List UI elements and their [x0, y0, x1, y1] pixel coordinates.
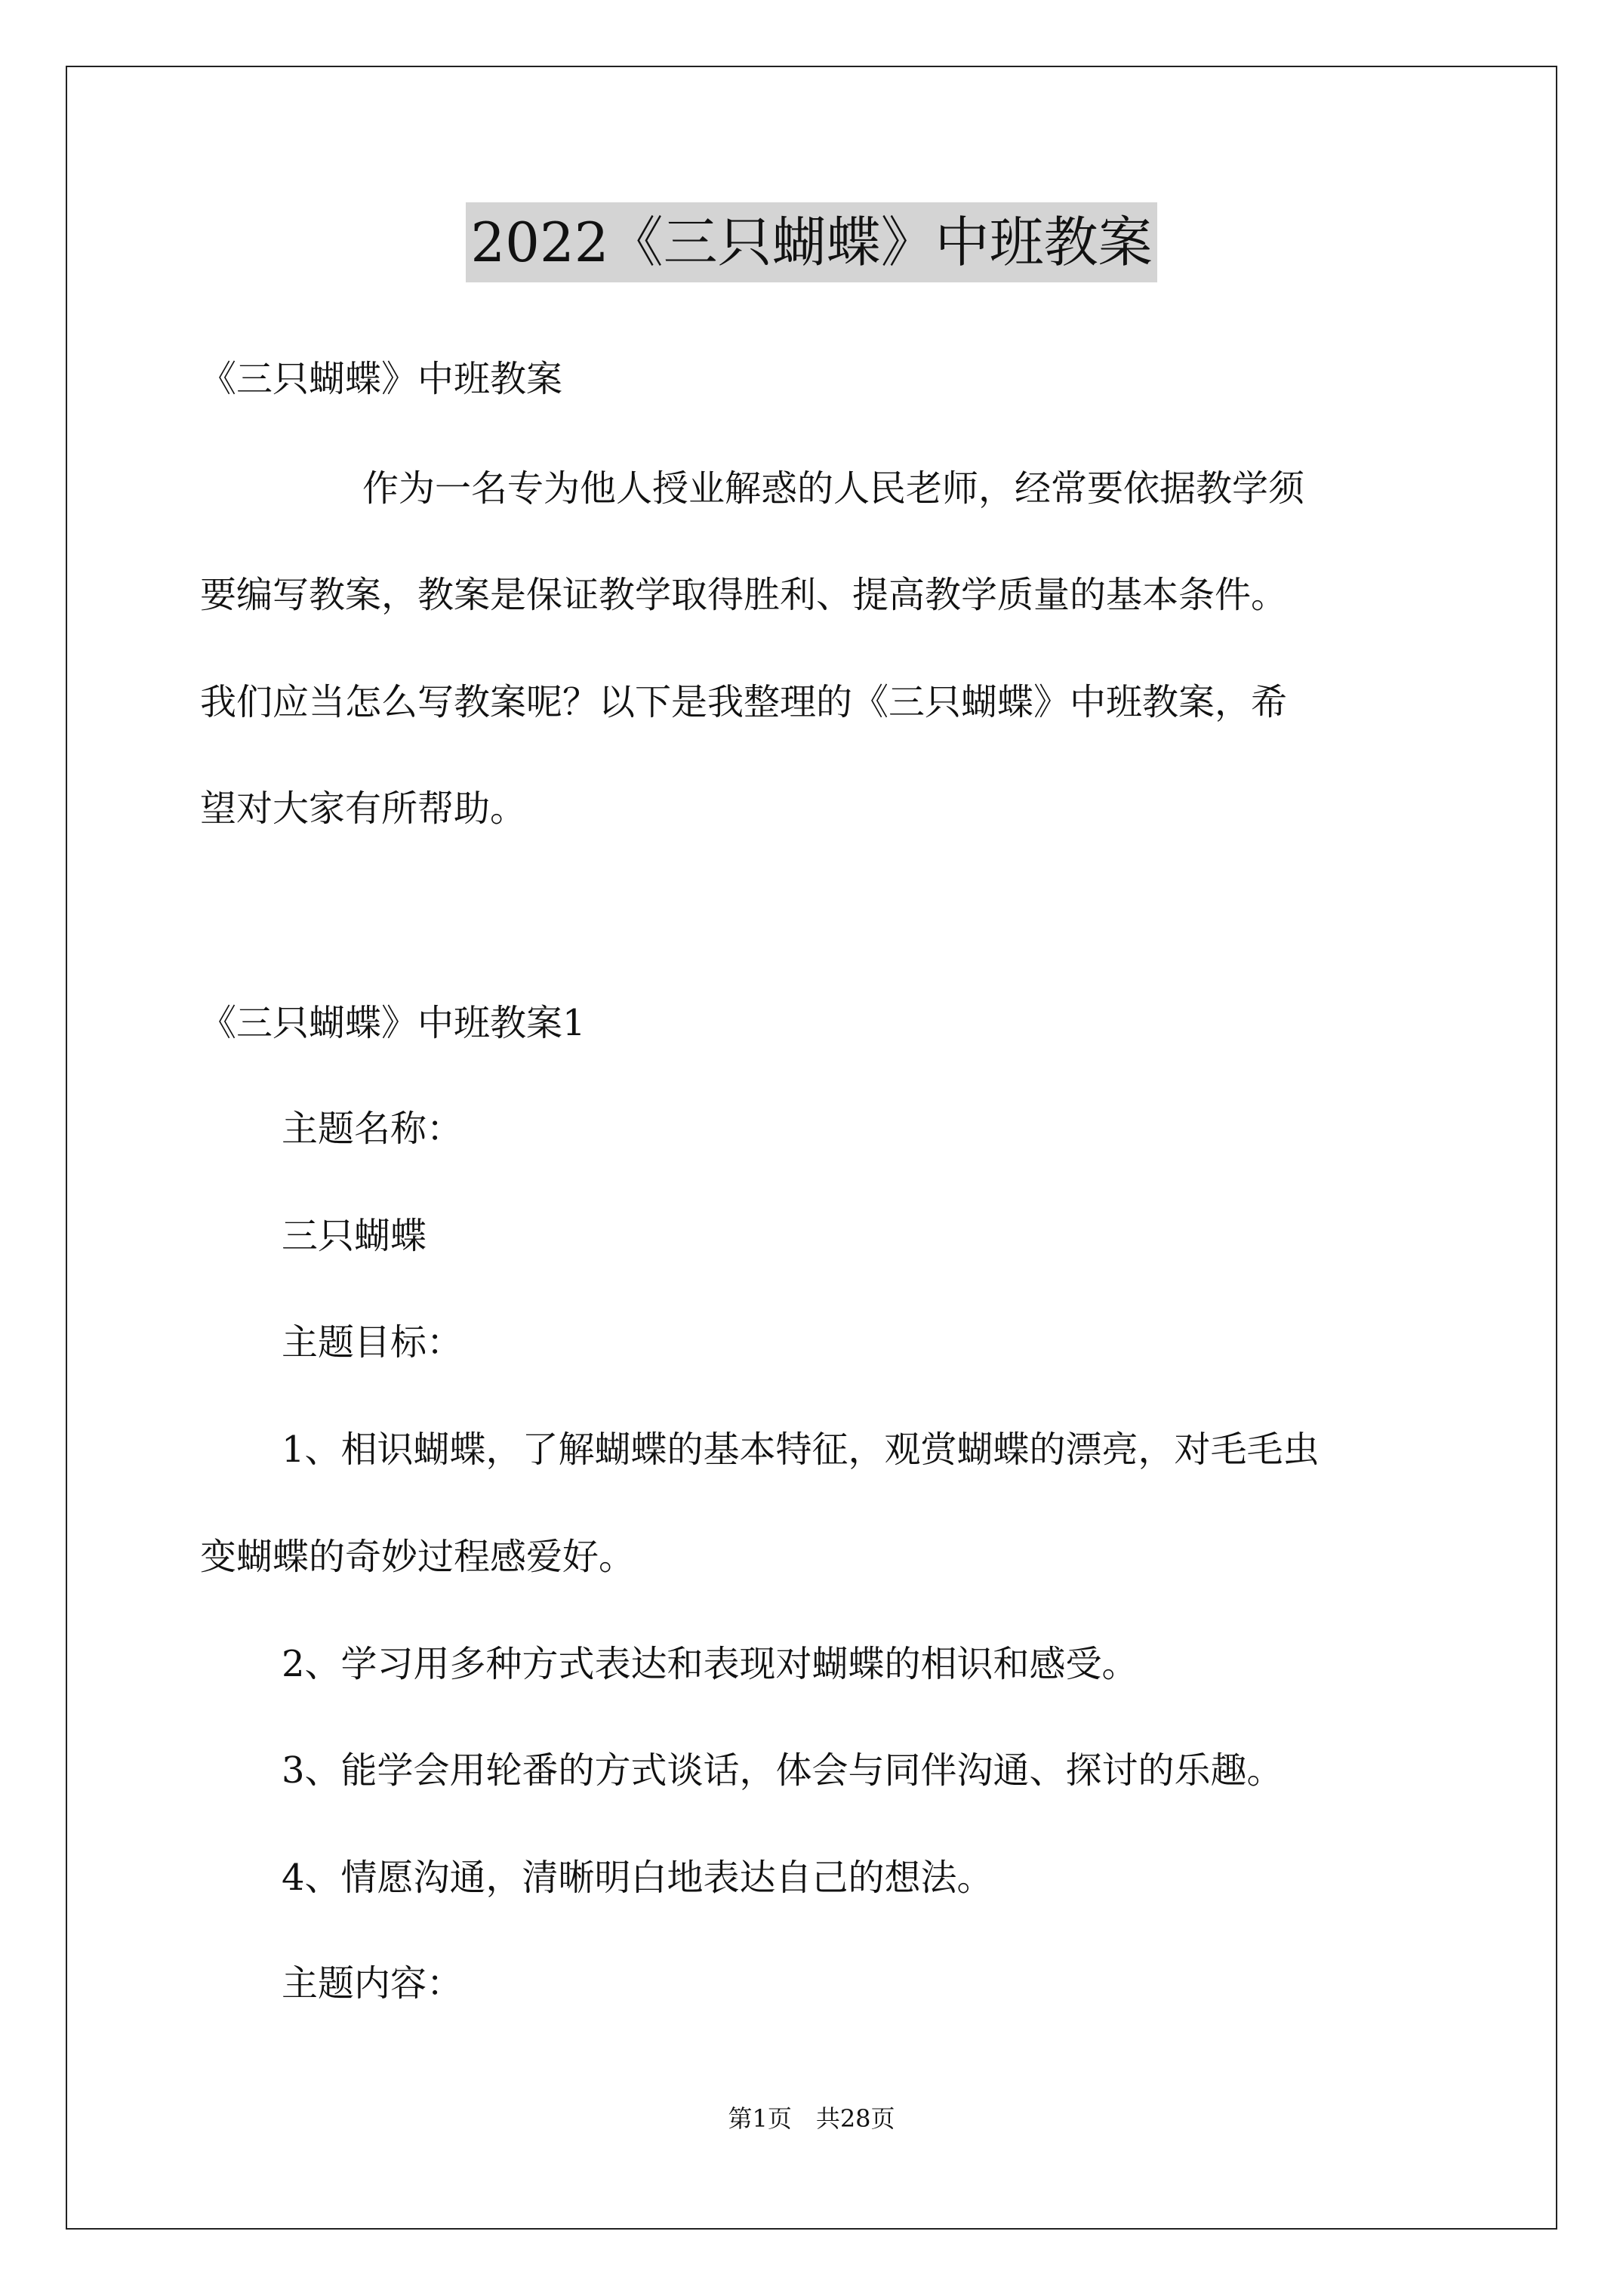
intro-line-3: 我们应当怎么写教案呢？以下是我整理的《三只蝴蝶》中班教案，希 [200, 681, 1288, 723]
section-heading: 《三只蝴蝶》中班教案1 [200, 1002, 586, 1044]
title-container [0, 202, 1623, 282]
goal-4: 4、情愿沟通，清晰明白地表达自己的想法。 [282, 1857, 993, 1899]
goal-1-line-1: 1、相识蝴蝶，了解蝴蝶的基本特征，观赏蝴蝶的漂亮，对毛毛虫 [282, 1428, 1320, 1471]
subtitle-line: 《三只蝴蝶》中班教案 [200, 358, 563, 400]
goal-1-line-2: 变蝴蝶的奇妙过程感爱好。 [200, 1536, 636, 1578]
theme-name-value: 三只蝴蝶 [282, 1215, 427, 1257]
document-title: 2022《三只蝴蝶》中班教案 [466, 202, 1156, 282]
theme-goal-label: 主题目标： [282, 1321, 463, 1364]
intro-line-4: 望对大家有所帮助。 [200, 787, 527, 830]
goal-3: 3、能学会用轮番的方式谈话，体会与同伴沟通、探讨的乐趣。 [282, 1749, 1283, 1792]
theme-name-label: 主题名称： [282, 1108, 463, 1150]
intro-line-2: 要编写教案，教案是保证教学取得胜利、提高教学质量的基本条件。 [200, 574, 1288, 616]
goal-2: 2、学习用多种方式表达和表现对蝴蝶的相识和感受。 [282, 1643, 1138, 1685]
theme-content-label: 主题内容： [282, 1962, 463, 2005]
page-footer: 第1页 共28页 [728, 2104, 895, 2133]
intro-line-1: 作为一名专为他人授业解惑的人民老师，经常要依据教学须 [362, 467, 1305, 510]
